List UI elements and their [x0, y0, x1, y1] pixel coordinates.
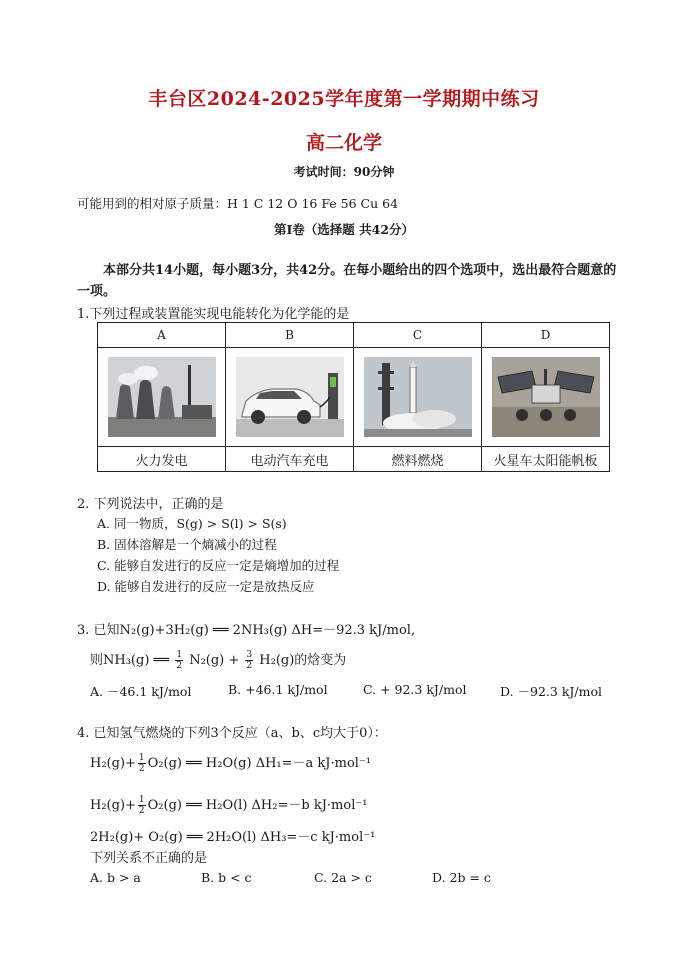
page-title: 丰台区2024-2025学年度第一学期期中练习 [148, 88, 540, 110]
q4-stem: 4. 已知氢气燃烧的下列3个反应（a、b、c均大于0）： [77, 726, 387, 741]
q3-option: B. +46.1 kJ/mol [228, 682, 328, 697]
q2-option: D. 能够自发进行的反应一定是放热反应 [97, 579, 315, 594]
q3-option: A. －46.1 kJ/mol [90, 684, 192, 699]
q3-text: H₂(g)的焓变为 [259, 653, 347, 668]
q4-option: D. 2b = c [432, 870, 491, 885]
q1-col-letter: A [98, 323, 226, 348]
q1-caption: 燃料燃烧 [354, 447, 482, 472]
instructions: 本部分共14小题，每小题3分，共42分。在每小题给出的四个选项中，选出最符合题意的一项。 [77, 263, 617, 299]
rocket-launch-icon [364, 357, 472, 437]
q1-caption: 火星车太阳能帆板 [482, 447, 610, 472]
q4-option: A. b > a [90, 870, 141, 885]
fraction: $\frac{3}{2}$ [246, 650, 253, 671]
q3-option: D. －92.3 kJ/mol [500, 684, 603, 699]
q1-caption: 火力发电 [98, 447, 226, 472]
q2-stem: 2. 下列说法中，正确的是 [77, 497, 224, 512]
mars-rover-icon [492, 357, 600, 437]
q4-reaction-3: 2H₂(g)+ O₂(g) ══ 2H₂O(l) ΔH₃=－c kJ·mol⁻¹ [90, 830, 376, 845]
q4-reaction-2: H₂(g)+ $\frac{1}{2}$ O₂(g) ══ H₂O(l) ΔH₂=－b kJ·mol⁻¹ [90, 795, 368, 816]
q1-col-letter: C [354, 323, 482, 348]
q1-col-letter: D [482, 323, 610, 348]
exam-time: 考试时间：90分钟 [293, 165, 395, 179]
atomic-masses: 可能用到的相对原子质量：H 1 C 12 O 16 Fe 56 Cu 64 [77, 196, 399, 211]
q2-option: C. 能够自发进行的反应一定是熵增加的过程 [97, 558, 340, 573]
q1-choice-table [97, 322, 610, 472]
q1-col-letter: B [226, 323, 354, 348]
q3-text: N₂(g) + [189, 653, 240, 668]
power-plant-icon [108, 357, 216, 437]
fraction: $\frac{1}{2}$ [176, 650, 183, 671]
fraction: $\frac{1}{2}$ [138, 795, 145, 816]
q4-option: B. b < c [201, 870, 252, 885]
q1-caption: 电动汽车充电 [226, 447, 354, 472]
q4-reaction-1: H₂(g)+ $\frac{1}{2}$ O₂(g) ══ H₂O(g) ΔH₁=－a kJ·mol⁻¹ [90, 753, 372, 774]
part-title: 第Ⅰ卷（选择题 共42分） [273, 222, 415, 237]
q3-stem-line2 [90, 649, 346, 671]
q1-stem: 1.下列过程或装置能实现电能转化为化学能的是 [77, 307, 350, 322]
q3-stem: 3. 已知N₂(g)+3H₂(g) ══ 2NH₃(g) ΔH=－92.3 kJ/mol, [77, 623, 416, 638]
q2-option: A. 同一物质，S(g) > S(l) > S(s) [97, 516, 287, 531]
q2-option: B. 固体溶解是一个熵减小的过程 [97, 537, 277, 552]
electric-car-icon [236, 357, 344, 437]
q3-option: C. + 92.3 kJ/mol [363, 682, 467, 697]
fraction: $\frac{1}{2}$ [138, 753, 145, 774]
q3-text: 则NH₃(g) ══ [90, 653, 170, 668]
q4-ask: 下列关系不正确的是 [90, 851, 208, 866]
subject-title: 高二化学 [305, 132, 382, 154]
q4-option: C. 2a > c [314, 870, 372, 885]
